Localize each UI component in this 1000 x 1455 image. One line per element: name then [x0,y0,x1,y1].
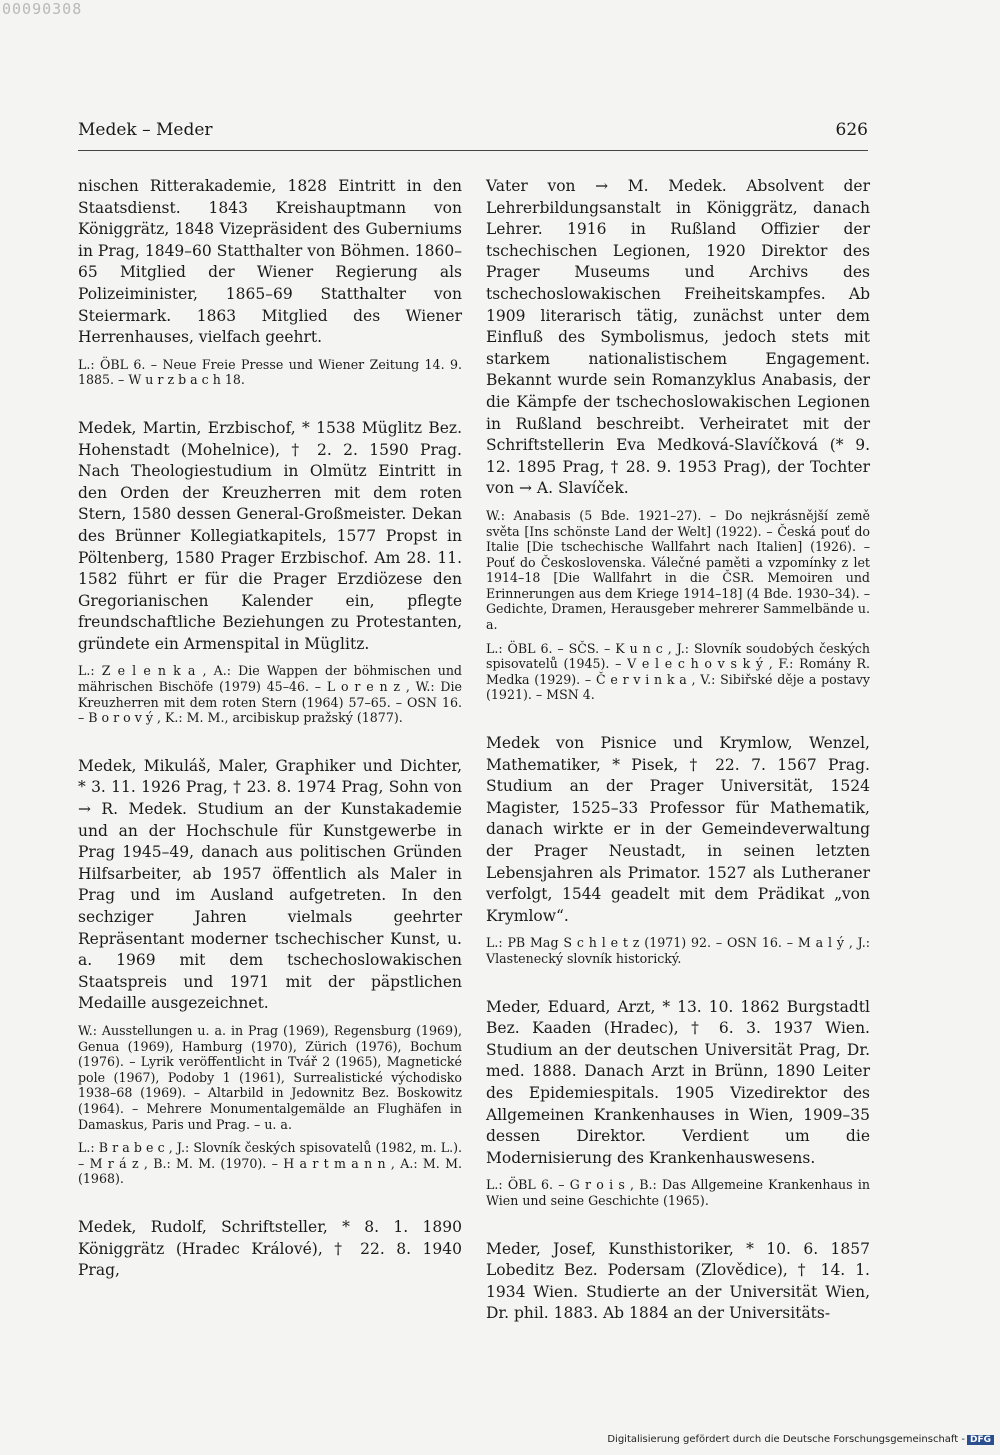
reference-note: L.: PB Mag S c h l e t z (1971) 92. – OSN 16. – M a l ý , J.: Vlastenecký slovník historický. [486,935,870,966]
article-paragraph: Medek von Pisnice und Krymlow, Wenzel, Mathematiker, * Pisek, † 22. 7. 1567 Prag. Studium an der Prager Universität, 1524 Magister, 1525–33 Professor für Mathematik, danach wirkte er in der Gemeindeverwaltung der Prager Neustadt, in seinen letzten Lebensjahren als Primator. 1527 als Lutheraner verfolgt, 1544 geadelt mit dem Prädikat „von Krymlow“. [486,734,870,925]
article-paragraph: Vater von → M. Medek. Absolvent der Lehrerbildungsanstalt in Königgrätz, danach Lehrer. 1916 in Rußland Offizier der tschechischen Legionen, 1920 Direktor des Prager Museums und Archivs des tschechoslowakischen Freiheitskampfes. Ab 1909 literarisch tätig, zunächst unter dem Einfluß des Symbolismus, jedoch stets mit starkem nationalistischem Engagement. Bekannt wurde sein Romanzyklus Anabasis, der die Kämpfe der tschechoslowakischen Legionen in Rußland beschreibt. Verheiratet mit der Schriftstellerin Eva Medková-Slavíčková (* 9. 12. 1895 Prag, † 28. 9. 1953 Prag), der Tochter von → A. Slavíček. [486,177,870,498]
reference-note: W.: Ausstellungen u. a. in Prag (1969), Regensburg (1969), Genua (1969), Hamburg (1970), Zürich (1976), Bochum (1976). – Lyrik veröffentlicht in Tvář 2 (1965), Magnetické pole (1967), Podoby 1 (1961), Surrealistické východisko 1938–68 (1969). – Altarbild in Jedownitz Bez. Boskowitz (1964). – Mehrere Monumentalgemälde an Flughäfen in Damaskus, Paris und Prag. – u. a. [78,1022,462,1132]
left-column [78,176,462,1290]
reference-note: W.: Anabasis (5 Bde. 1921–27). – Do nejkrásnější země světa [Ins schönste Land der Welt] (1922). – Česká pouť do Italie [Die tschechische Wallfahrt nach Italien] (1926). – Pouť do Československa. Válečné paměti a vzpomínky z let 1914–18 [Die Wallfahrt in die ČSR. Memoiren und Erinnerungen aus dem Kriege 1914–18] (4 Bde. 1930–34). – Gedichte, Dramen, Herausgeber mehrerer Sammelbände u. a. [486,507,870,633]
reference-note: L.: ÖBL 6. – Neue Freie Presse und Wiener Zeitung 14. 9. 1885. – W u r z b a c h 18. [78,356,462,388]
header-rule [78,150,868,151]
footer-text: Digitalisierung gefördert durch die Deutsche Forschungsgemeinschaft - [607,1434,965,1445]
article-paragraph: Medek, Mikuláš, Maler, Graphiker und Dichter, * 3. 11. 1926 Prag, † 23. 8. 1974 Prag, Sohn von → R. Medek. Studium an der Kunstakademie und an der Hochschule für Kunstgewerbe in Prag 1945–49, danach aus politischen Gründen Hilfsarbeiter, ab 1957 öffentlich als Maler in Prag und im Ausland aufgetreten. In den sechziger Jahren vielmals geehrter Repräsentant moderner tschechischer Kunst, u. a. 1969 mit dem tschechoslowakischen Staatspreis und 1971 mit der päpstlichen Medaille ausgezeichnet. [78,756,462,1013]
article-paragraph: Meder, Eduard, Arzt, * 13. 10. 1862 Burgstadtl Bez. Kaaden (Hradec), † 6. 3. 1937 Wien. Studium an der deutschen Universität Prag, Dr. med. 1888. Danach Arzt in Brünn, 1890 Leiter des Epidemiespitals. 1905 Vizedirektor des Allgemeinen Krankenhauses in Wien, 1909–35 dessen Direktor. Verdient um die Modernisierung des Krankenhauswesens. [486,997,870,1167]
article-paragraph: Medek, Martin, Erzbischof, * 1538 Müglitz Bez. Hohenstadt (Mohelnice), † 2. 2. 1590 Prag. Nach Theologiestudium in Olmütz Eintritt in den Orden der Kreuzherren mit dem roten Stern, 1580 dessen General-Großmeister. Dekan des Brünner Kollegiatkapitels, 1577 Propst in Pöltenberg, 1580 Prager Erzbischof. Am 28. 11. 1582 führt er für die Prager Erzdiözese den Gregorianischen Kalender ein, pflegte freundschaftliche Beziehungen zu Protestanten, gründete ein Armenspital in Müglitz. [78,418,462,653]
footer [607,1434,994,1445]
header-title: Medek – Meder [78,120,213,140]
reference-note: L.: ÖBL 6. – SČS. – K u n c , J.: Slovník soudobých českých spisovatelů (1945). – V e l e c h o v s k ý , F.: Romány R. Medka (1929). – Č e r v i n k a , V.: Sibiřské děje a postavy (1921). – MSN 4. [486,640,870,703]
reference-note: L.: Z e l e n k a , A.: Die Wappen der böhmischen und mährischen Bischöfe (1979) 45–46. – L o r e n z , W.: Die Kreuzherren mit dem roten Stern (1964) 57–65. – OSN 16. – B o r o v ý , K.: M. M., arcibiskup pražský (1877). [78,663,462,726]
reference-note: L.: B r a b e c , J.: Slovník českých spisovatelů (1982, m. L.). – M r á z , B.: M. M. (1970). – H a r t m a n n , A.: M. M. (1968). [78,1140,462,1187]
dfg-logo: DFG [967,1435,994,1445]
archive-stamp: 00090308 [2,0,83,18]
article-paragraph: Medek, Rudolf, Schriftsteller, * 8. 1. 1890 Königgrätz (Hradec Králové), † 22. 8. 1940 Prag, [78,1217,462,1280]
article-paragraph: Meder, Josef, Kunsthistoriker, * 10. 6. 1857 Lobeditz Bez. Podersam (Zlovědice), † 14. 1. 1934 Wien. Studierte an der Universität Wien, Dr. phil. 1883. Ab 1884 an der Universitäts- [486,1239,870,1323]
reference-note: L.: ÖBL 6. – G r o i s , B.: Das Allgemeine Krankenhaus in Wien und seine Geschichte (1965). [486,1177,870,1208]
article-paragraph: nischen Ritterakademie, 1828 Eintritt in den Staatsdienst. 1843 Kreishauptmann von Königgrätz, 1848 Vizepräsident des Guberniums in Prag, 1849–60 Statthalter von Böhmen. 1860–65 Mitglied der Wiener Regierung als Polizeiminister, 1865–69 Statthalter von Steiermark. 1863 Mitglied des Wiener Herrenhauses, vielfach geehrt. [78,177,462,347]
page-number: 626 [835,120,868,140]
right-column [486,176,870,1333]
